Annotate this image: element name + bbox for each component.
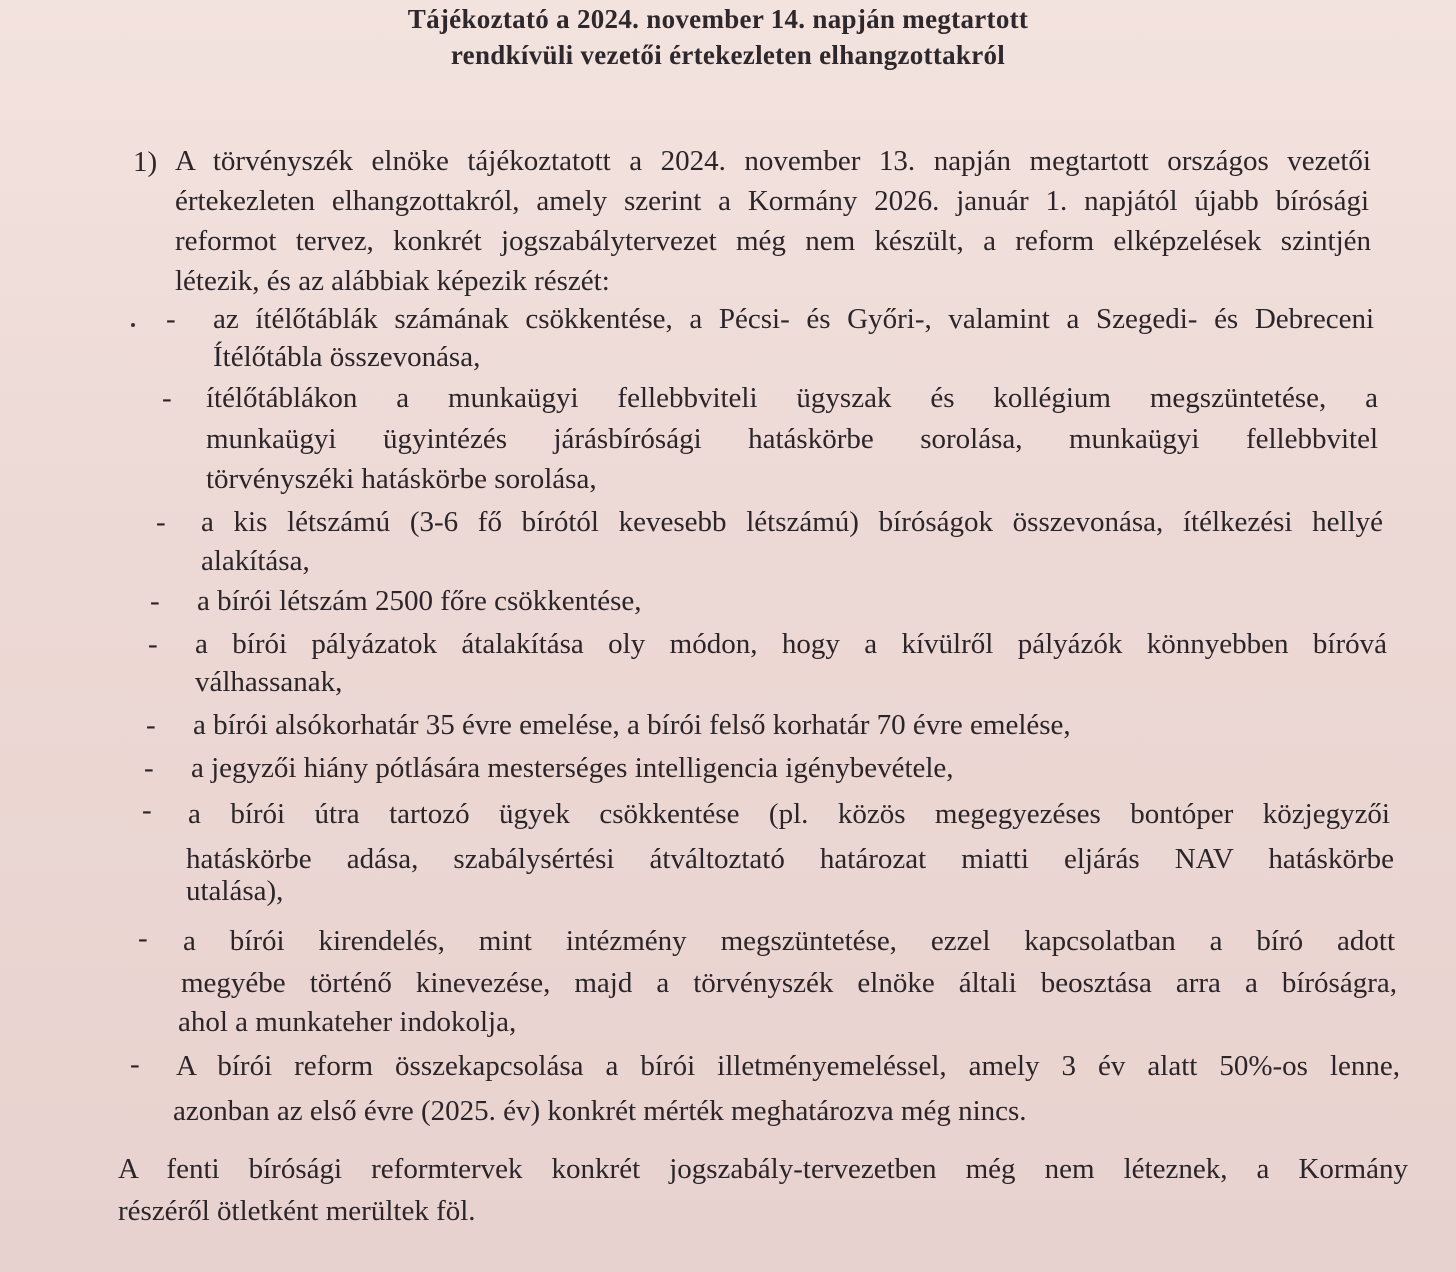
bullet-dash: - <box>138 922 148 954</box>
bullet-4-line-1: a bírói létszám 2500 főre csökkentése, <box>197 585 642 617</box>
bullet-dash: - <box>146 709 156 741</box>
bullet-dash: - <box>144 752 154 784</box>
bullet-9-line-1: a bírói kirendelés, mint intézmény megszüntetése, ezzel kapcsolatban a bíró adott <box>183 925 1395 957</box>
item-number: 1) <box>133 146 158 178</box>
bullet-7-line-1: a jegyzői hiány pótlására mesterséges intelligencia igénybevétele, <box>191 752 954 784</box>
bullet-dash: - <box>166 303 176 335</box>
bullet-3-line-1: a kis létszámú (3-6 fő bírótól kevesebb létszámú) bíróságok összevonása, ítélkezési hellyé <box>201 506 1383 538</box>
bullet-9-line-3: ahol a munkateher indokolja, <box>178 1006 517 1038</box>
intro-line-4: létezik, és az alábbiak képezik részét: <box>175 265 610 297</box>
bullet-2-line-3: törvényszéki hatáskörbe sorolása, <box>206 463 597 495</box>
bullet-5-line-1: a bírói pályázatok átalakítása oly módon, hogy a kívülről pályázók könnyebben bíróvá <box>195 628 1387 660</box>
bullet-1-line-2: Ítélőtábla összevonása, <box>213 341 481 373</box>
bullet-dash: - <box>162 382 172 414</box>
bullet-9-line-2: megyébe történő kinevezése, majd a törvényszék elnöke általi beosztása arra a bíróságra, <box>181 967 1397 999</box>
bullet-2-line-1: ítélőtáblákon a munkaügyi fellebbviteli ügyszak és kollégium megszüntetése, a <box>206 382 1378 414</box>
bullet-1-line-1: az ítélőtáblák számának csökkentése, a Pécsi- és Győri-, valamint a Szegedi- és Debreceni <box>213 303 1374 335</box>
bullet-8-line-2: hatáskörbe adása, szabálysértési átváltoztató határozat miatti eljárás NAV hatáskörbe <box>186 843 1394 875</box>
bullet-dash: - <box>142 794 152 826</box>
bullet-3-line-2: alakítása, <box>201 545 310 577</box>
bullet-10-line-1: A bírói reform összekapcsolása a bírói illetményemeléssel, amely 3 év alatt 50%-os lenne, <box>176 1050 1400 1082</box>
bullet-dash: - <box>156 506 166 538</box>
bullet-8-line-1: a bírói útra tartozó ügyek csökkentése (pl. közös megegyezéses bontóper közjegyzői <box>188 798 1390 830</box>
bullet-10-line-2: azonban az első évre (2025. év) konkrét mérték meghatározva még nincs. <box>173 1095 1027 1127</box>
bullet-dash: - <box>148 628 158 660</box>
closing-line-2: részéről ötletként merültek föl. <box>118 1195 476 1227</box>
closing-line-1: A fenti bírósági reformtervek konkrét jogszabály-tervezetben még nem léteznek, a Kormány <box>118 1153 1408 1185</box>
intro-line-3: reformot tervez, konkrét jogszabálytervezet még nem készült, a reform elképzelések szintjén <box>175 225 1371 257</box>
intro-line-1: A törvényszék elnöke tájékoztatott a 2024. november 13. napján megtartott országos vezetői <box>175 145 1371 177</box>
document-title-line-1: Tájékoztató a 2024. november 14. napján megtartott <box>407 4 1029 34</box>
document-title-line-2: rendkívüli vezetői értekezleten elhangzottakról <box>450 40 1006 70</box>
bullet-6-line-1: a bírói alsókorhatár 35 évre emelése, a bírói felső korhatár 70 évre emelése, <box>193 709 1071 741</box>
stray-dot-mark <box>131 323 135 327</box>
bullet-dash: - <box>150 585 160 617</box>
intro-line-2: értekezleten elhangzottakról, amely szerint a Kormány 2026. január 1. napjától újabb bírósági <box>175 185 1369 217</box>
bullet-dash: - <box>130 1048 140 1080</box>
bullet-2-line-2: munkaügyi ügyintézés járásbírósági hatáskörbe sorolása, munkaügyi fellebbvitel <box>206 423 1378 455</box>
bullet-8-line-3: utalása), <box>186 875 284 907</box>
bullet-5-line-2: válhassanak, <box>195 666 343 698</box>
